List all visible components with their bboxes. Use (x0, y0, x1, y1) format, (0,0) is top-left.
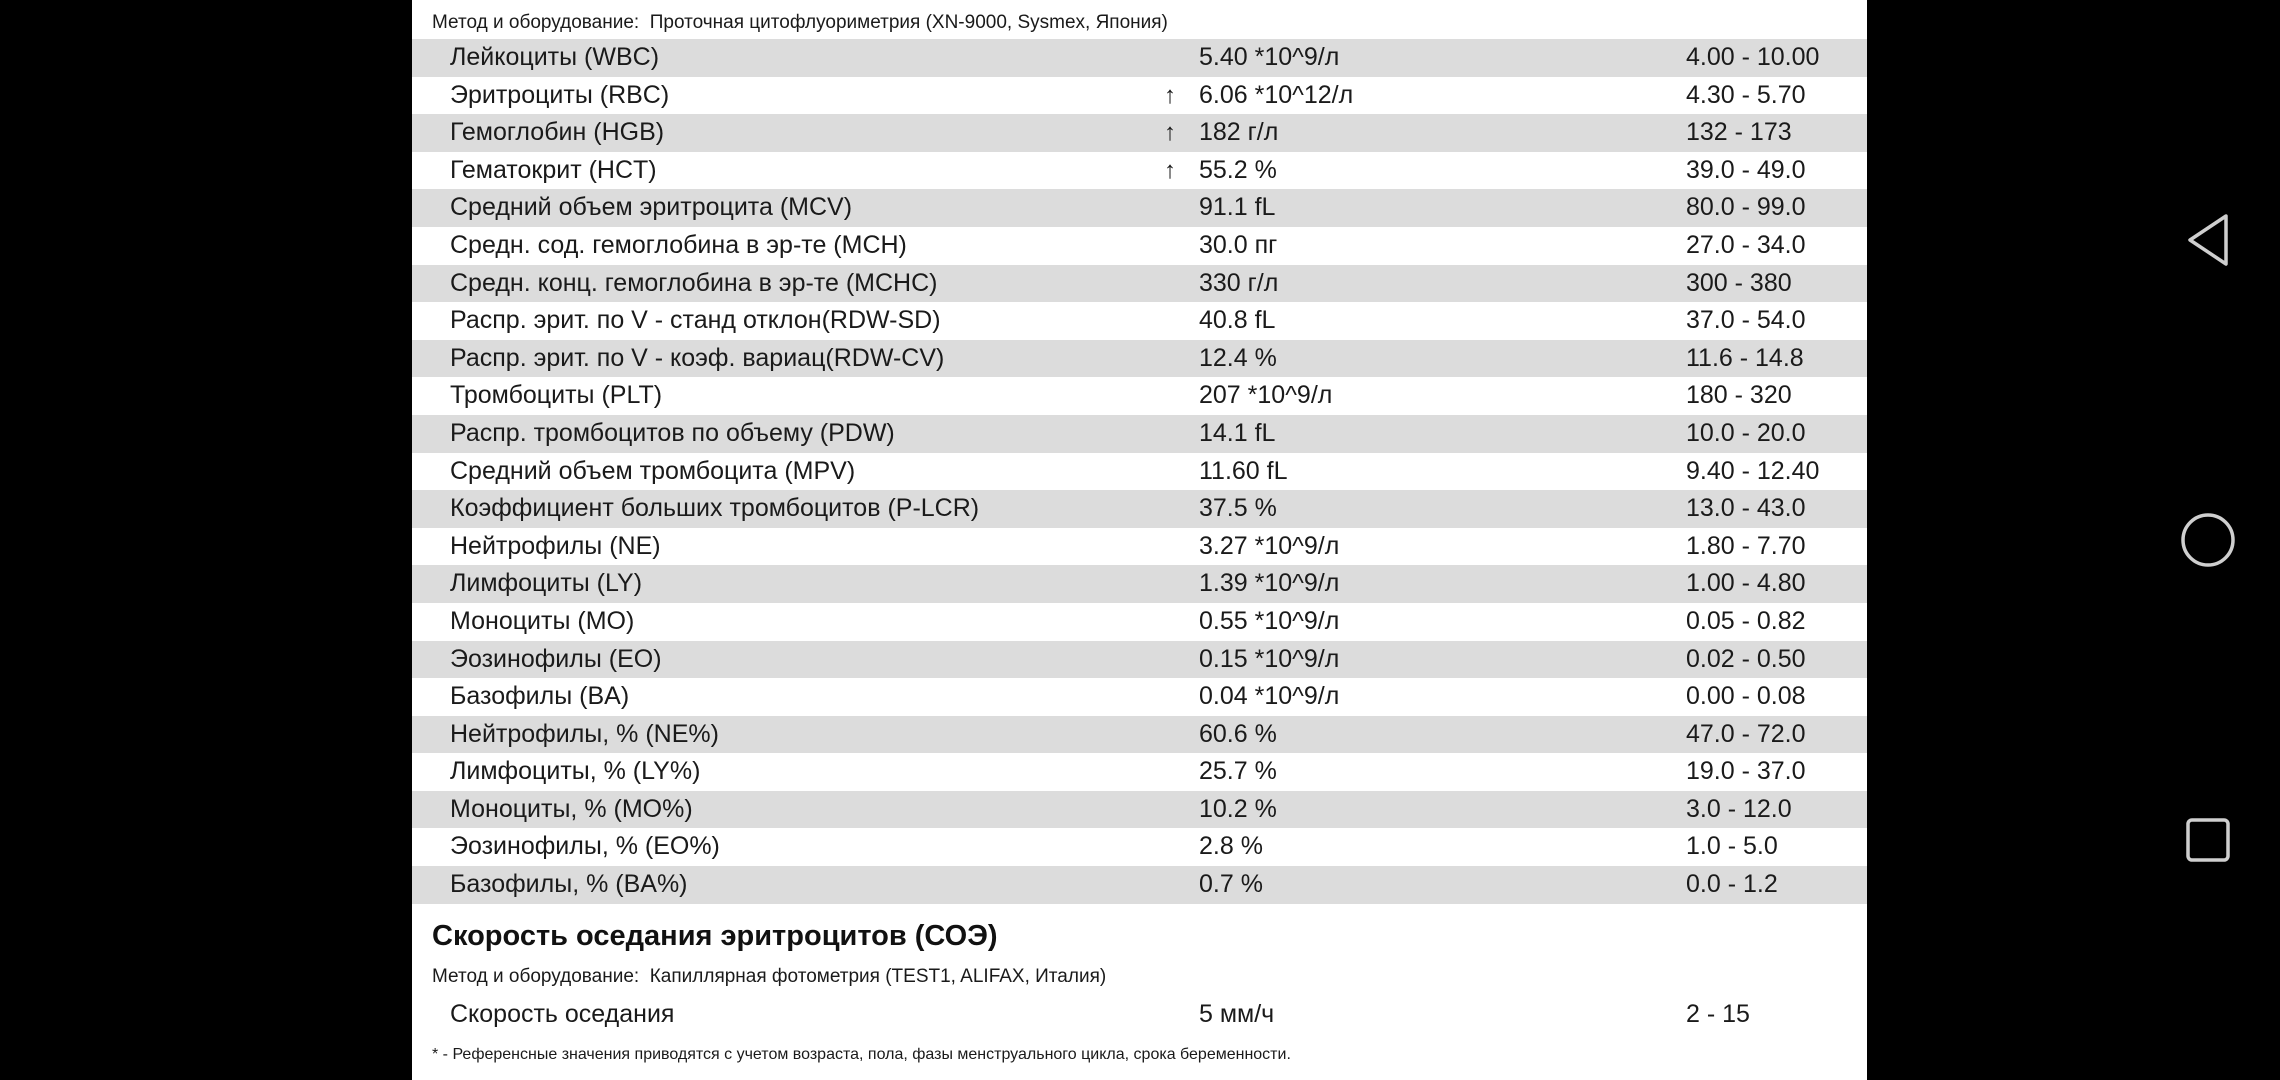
test-name: Тромбоциты (PLT) (450, 381, 663, 410)
reference-footnote: * - Референсные значения приводятся с учетом возраста, пола, фазы менструального цикла, срока беременности. (432, 1046, 1291, 1063)
reference-range: 39.0 - 49.0 (1686, 155, 1806, 184)
result-row (412, 641, 1867, 679)
test-name: Скорость оседания (450, 1000, 675, 1028)
test-name: Эозинофилы, % (EO%) (450, 832, 720, 861)
test-value: 30.0 пг (1199, 230, 1278, 259)
esr-result-row (412, 996, 1867, 1036)
test-value: 1.39 *10^9/л (1199, 569, 1340, 598)
esr-method-label: Метод и оборудование: (432, 966, 640, 987)
test-name: Лимфоциты, % (LY%) (450, 757, 701, 786)
reference-range: 47.0 - 72.0 (1686, 719, 1806, 748)
reference-range: 10.0 - 20.0 (1686, 418, 1806, 447)
reference-range: 80.0 - 99.0 (1686, 193, 1806, 222)
result-row (412, 114, 1867, 152)
test-value: 6.06 *10^12/л (1199, 80, 1354, 109)
test-name: Моноциты (MO) (450, 606, 635, 635)
test-name: Гематокрит (HCT) (450, 155, 657, 184)
test-value: 3.27 *10^9/л (1199, 531, 1340, 560)
test-value: 11.60 fL (1199, 456, 1288, 485)
reference-range: 1.0 - 5.0 (1686, 832, 1778, 861)
test-value: 55.2 % (1199, 155, 1277, 184)
reference-range: 19.0 - 37.0 (1686, 757, 1806, 786)
test-value: 5.40 *10^9/л (1199, 43, 1340, 71)
test-value: 40.8 fL (1199, 306, 1276, 335)
test-value: 330 г/л (1199, 268, 1279, 297)
esr-method-value: Капиллярная фотометрия (TEST1, ALIFAX, Италия) (649, 966, 1107, 987)
recent-apps-button[interactable] (2160, 792, 2256, 888)
result-row (412, 152, 1867, 190)
test-value: 207 *10^9/л (1199, 381, 1333, 410)
home-circle-icon (2160, 492, 2256, 588)
reference-range: 2 - 15 (1686, 1000, 1750, 1028)
test-name: Средний объем тромбоцита (MPV) (450, 456, 856, 485)
cbc-method-label: Метод и оборудование: (432, 12, 640, 33)
esr-section-title: Скорость оседания эритроцитов (СОЭ) (432, 920, 998, 952)
test-value: 0.7 % (1199, 870, 1263, 899)
test-value: 60.6 % (1199, 719, 1277, 748)
result-row (412, 828, 1867, 866)
test-name: Коэффициент больших тромбоцитов (P-LCR) (450, 494, 980, 523)
test-name: Нейтрофилы (NE) (450, 531, 661, 560)
test-name: Базофилы, % (BA%) (450, 870, 688, 899)
reference-range: 37.0 - 54.0 (1686, 306, 1806, 335)
result-row (412, 528, 1867, 566)
result-row (412, 189, 1867, 227)
cbc-method-line (432, 12, 1168, 34)
test-name: Средн. конц. гемоглобина в эр-те (MCHC) (450, 268, 938, 297)
result-row (412, 490, 1867, 528)
result-row (412, 415, 1867, 453)
test-name: Лимфоциты (LY) (450, 569, 643, 598)
test-name: Лейкоциты (WBC) (450, 43, 660, 71)
reference-range: 4.00 - 10.00 (1686, 43, 1820, 71)
reference-range: 27.0 - 34.0 (1686, 230, 1806, 259)
test-name: Средний объем эритроцита (MCV) (450, 193, 853, 222)
test-value: 14.1 fL (1199, 418, 1276, 447)
test-name: Нейтрофилы, % (NE%) (450, 719, 719, 748)
result-row (412, 302, 1867, 340)
test-value: 0.04 *10^9/л (1199, 682, 1340, 711)
reference-range: 132 - 173 (1686, 118, 1792, 147)
test-name: Базофилы (BA) (450, 682, 630, 711)
test-name: Распр. эрит. по V - коэф. вариац(RDW-CV) (450, 343, 945, 372)
result-row (412, 77, 1867, 115)
test-value: 5 мм/ч (1199, 1000, 1275, 1028)
result-row (412, 603, 1867, 641)
reference-range: 0.00 - 0.08 (1686, 682, 1806, 711)
test-value: 182 г/л (1199, 118, 1279, 147)
esr-method-line (432, 966, 1106, 988)
result-row (412, 340, 1867, 378)
result-row (412, 678, 1867, 716)
reference-range: 0.05 - 0.82 (1686, 606, 1806, 635)
recent-square-icon (2160, 792, 2256, 888)
reference-range: 13.0 - 43.0 (1686, 494, 1806, 523)
test-value: 0.55 *10^9/л (1199, 606, 1340, 635)
result-row (412, 791, 1867, 829)
reference-range: 9.40 - 12.40 (1686, 456, 1820, 485)
high-flag-arrow: ↑ (1164, 156, 1176, 184)
test-value: 37.5 % (1199, 494, 1277, 523)
test-name: Моноциты, % (MO%) (450, 794, 693, 823)
result-row (412, 453, 1867, 491)
lab-report-page (412, 0, 1867, 1080)
result-row (412, 227, 1867, 265)
result-row (412, 265, 1867, 303)
result-row (412, 866, 1867, 904)
result-row (412, 377, 1867, 415)
reference-range: 180 - 320 (1686, 381, 1792, 410)
cbc-method-value: Проточная цитофлуориметрия (XN-9000, Sysmex, Япония) (649, 12, 1168, 33)
test-value: 25.7 % (1199, 757, 1277, 786)
result-row (412, 565, 1867, 603)
result-row (412, 753, 1867, 791)
test-value: 91.1 fL (1199, 193, 1276, 222)
reference-range: 0.02 - 0.50 (1686, 644, 1806, 673)
reference-range: 300 - 380 (1686, 268, 1792, 297)
test-name: Эозинофилы (EO) (450, 644, 662, 673)
cbc-results-table (412, 39, 1867, 904)
reference-range: 3.0 - 12.0 (1686, 794, 1792, 823)
high-flag-arrow: ↑ (1164, 81, 1176, 109)
test-value: 10.2 % (1199, 794, 1277, 823)
result-row (412, 716, 1867, 754)
test-value: 12.4 % (1199, 343, 1277, 372)
reference-range: 0.0 - 1.2 (1686, 870, 1778, 899)
test-name: Распр. эрит. по V - станд отклон(RDW-SD) (450, 306, 941, 335)
home-button[interactable] (2160, 492, 2256, 588)
reference-range: 11.6 - 14.8 (1686, 343, 1804, 372)
test-name: Эритроциты (RBC) (450, 80, 670, 109)
reference-range: 4.30 - 5.70 (1686, 80, 1806, 109)
test-name: Гемоглобин (HGB) (450, 118, 665, 147)
test-value: 0.15 *10^9/л (1199, 644, 1340, 673)
reference-range: 1.80 - 7.70 (1686, 531, 1806, 560)
test-name: Распр. тромбоцитов по объему (PDW) (450, 418, 895, 447)
high-flag-arrow: ↑ (1164, 119, 1176, 147)
back-button[interactable] (2160, 192, 2256, 288)
test-value: 2.8 % (1199, 832, 1263, 861)
result-row (412, 39, 1867, 77)
back-triangle-icon (2160, 192, 2256, 288)
test-name: Средн. сод. гемоглобина в эр-те (MCH) (450, 230, 907, 259)
reference-range: 1.00 - 4.80 (1686, 569, 1806, 598)
